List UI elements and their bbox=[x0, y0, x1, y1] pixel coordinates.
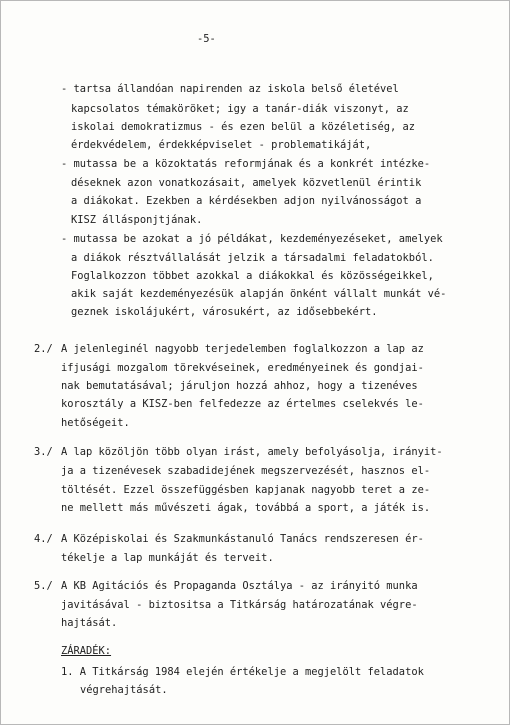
item-5-line-3: hajtását. bbox=[61, 617, 118, 629]
bullet-3-line-2: a diákok résztvállalását jelzik a társadalmi feladatokból. bbox=[71, 252, 434, 264]
item-5-number: 5./ bbox=[34, 580, 53, 592]
page-number: -5- bbox=[197, 33, 216, 45]
bullet-1-line-4: érdekvédelem, érdekképviselet - problematikáját, bbox=[71, 139, 372, 151]
item-2-line-2: ifjusági mozgalom törekvéseinek, eredményeinek és gondjai- bbox=[61, 362, 424, 374]
closing-entry-1-line-2: végrehajtását. bbox=[80, 684, 168, 696]
item-3-line-3: töltését. Ezzel összefüggésben kapjanak nagyobb teret a ze- bbox=[61, 484, 431, 496]
bullet-1-line-1: - tartsa állandóan napirenden az iskola belső életével bbox=[61, 83, 399, 95]
item-3-line-4: ne mellett más művészeti ágak, továbbá a sport, a játék is. bbox=[61, 502, 431, 514]
item-4-line-2: tékelje a lap munkáját és terveit. bbox=[61, 552, 274, 564]
item-5-line-2: javitásával - biztositsa a Titkárság határozatának végre- bbox=[61, 599, 418, 611]
bullet-2-line-2: déseknek azon vonatkozásait, amelyek közvetlenül érintik bbox=[71, 177, 422, 189]
item-5-line-1: A KB Agitációs és Propaganda Osztálya - az irányitó munka bbox=[61, 580, 418, 592]
bullet-3-line-1: - mutassa be azokat a jó példákat, kezdeményezéseket, amelyek bbox=[61, 233, 443, 245]
item-2-line-4: korosztály a KISZ-ben felfedezze az értelmes cselekvés le- bbox=[61, 398, 424, 410]
bullet-2-line-3: a diákokat. Ezekben a kérdésekben adjon nyilvánosságot a bbox=[71, 195, 422, 207]
bullet-1-line-3: iskolai demokratizmus - és ezen belül a közéletiség, az bbox=[71, 121, 416, 133]
item-3-number: 3./ bbox=[34, 446, 53, 458]
item-3-line-2: ja a tizenévesek szabadidejének megszervezését, hasznos el- bbox=[61, 465, 431, 477]
bullet-3-line-3: Foglalkozzon többet azokkal a diákokkal és közösségeikkel, bbox=[71, 270, 434, 282]
item-3-line-1: A lap közöljön több olyan irást, amely befolyásolja, irányit- bbox=[61, 446, 443, 458]
closing-entry-1-line-1: 1. A Titkárság 1984 elején értékelje a megjelölt feladatok bbox=[61, 666, 424, 678]
item-2-line-1: A jelenleginél nagyobb terjedelemben foglalkozzon a lap az bbox=[61, 343, 424, 355]
item-4-number: 4./ bbox=[34, 533, 53, 545]
item-2-line-5: hetőségeit. bbox=[61, 417, 130, 429]
bullet-3-line-4: akik saját kezdeményezésük alapján önként vállalt munkát vé- bbox=[71, 288, 447, 300]
item-4-line-1: A Középiskolai és Szakmunkástanuló Tanács rendszeresen ér- bbox=[61, 533, 424, 545]
closing-heading: ZÁRADÉK: bbox=[61, 645, 112, 657]
bullet-1-line-2: kapcsolatos témaköröket; igy a tanár-diák viszonyt, az bbox=[71, 103, 409, 115]
bullet-2-line-1: - mutassa be a közoktatás reformjának és a konkrét intézke- bbox=[61, 158, 431, 170]
bullet-2-line-4: KISZ állásponjtjának. bbox=[71, 214, 203, 226]
item-2-line-3: nak bemutatásával; járuljon hozzá ahhoz, hogy a tizenéves bbox=[61, 380, 418, 392]
bullet-3-line-5: geznek iskolájukért, városukért, az idősebbekért. bbox=[71, 306, 378, 318]
item-2-number: 2./ bbox=[34, 343, 53, 355]
